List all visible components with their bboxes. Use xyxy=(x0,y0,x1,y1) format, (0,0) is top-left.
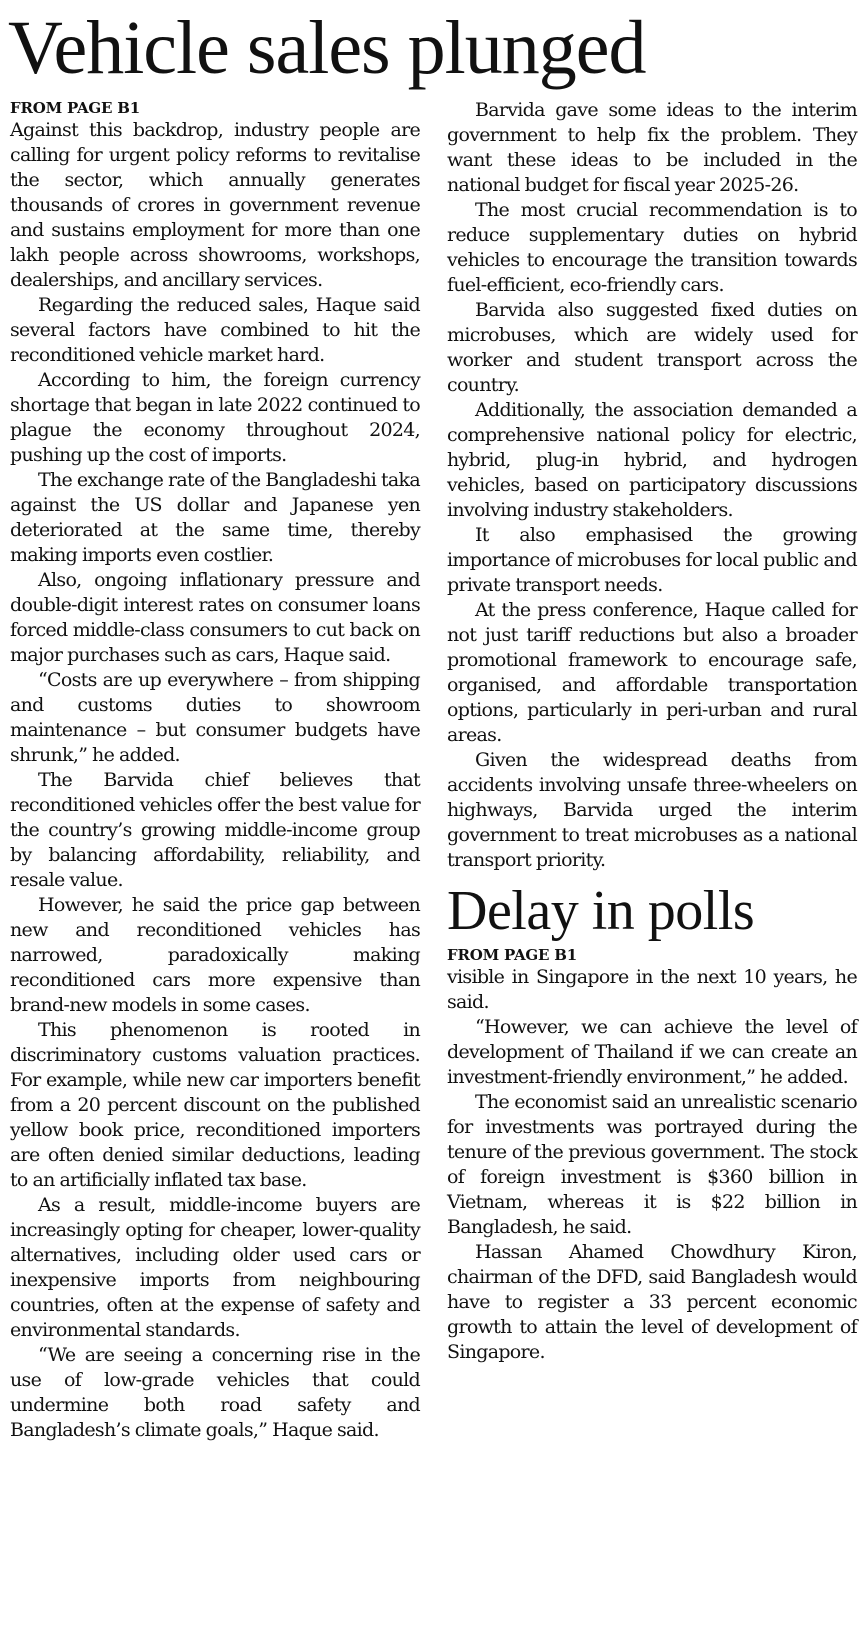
article-paragraph: Also, ongoing inflationary pressure and double-digit interest rates on consumer loans forced middle-class consumers to cut back on major purchases such as cars, Haque said. xyxy=(10,569,420,666)
article-paragraph: Additionally, the association demanded a comprehensive national policy for electric, hybrid, plug-in hybrid, and hydrogen vehicles, based on participatory discussions involving industry stakeholders. xyxy=(447,399,857,521)
article-paragraph: The exchange rate of the Bangladeshi taka against the US dollar and Japanese yen deteriorated at the same time, thereby making imports even costlier. xyxy=(10,469,420,566)
article-paragraph: It also emphasised the growing importance of microbuses for local public and private transport needs. xyxy=(447,524,857,596)
article-paragraph: The economist said an unrealistic scenario for investments was portrayed during the tenure of the previous government. The stock of foreign investment is $360 billion in Vietnam, whereas it is $22 billion in Bangladesh, he said. xyxy=(447,1091,857,1238)
article-paragraph: “However, we can achieve the level of development of Thailand if we can create an investment-friendly environment,” he added. xyxy=(447,1016,857,1088)
article-paragraph: Against this backdrop, industry people are calling for urgent policy reforms to revitalise the sector, which annually generates thousands of crores in government revenue and sustains employment for more than one lakh people across showrooms, workshops, dealerships, and ancillary services. xyxy=(10,119,420,291)
article-paragraph: “We are seeing a concerning rise in the use of low-grade vehicles that could undermine both road safety and Bangladesh’s climate goals,” Haque said. xyxy=(10,1344,420,1441)
article-paragraph: The most crucial recommendation is to reduce supplementary duties on hybrid vehicles to encourage the transition towards fuel-efficient, eco-friendly cars. xyxy=(447,199,857,296)
article-paragraph: Hassan Ahamed Chowdhury Kiron, chairman of the DFD, said Bangladesh would have to register a 33 percent economic growth to attain the level of development of Singapore. xyxy=(447,1241,857,1363)
article-paragraph: “Costs are up everywhere – from shipping and customs duties to showroom maintenance – but consumer budgets have shrunk,” he added. xyxy=(10,669,420,766)
article-paragraph: According to him, the foreign currency shortage that began in late 2022 continued to plague the economy throughout 2024, pushing up the cost of imports. xyxy=(10,369,420,466)
article-paragraph: However, he said the price gap between new and reconditioned vehicles has narrowed, paradoxically making reconditioned cars more expensive than brand-new models in some cases. xyxy=(10,894,420,1016)
article-paragraph: Barvida also suggested fixed duties on microbuses, which are widely used for worker and student transport across the country. xyxy=(447,299,857,396)
article-paragraph: Given the widespread deaths from accidents involving unsafe three-wheelers on highways, Barvida urged the interim government to treat microbuses as a national transport priority. xyxy=(447,749,857,871)
headline-delay-in-polls: Delay in polls xyxy=(447,880,755,942)
jump-label: FROM PAGE B1 xyxy=(10,99,141,117)
article-paragraph: Regarding the reduced sales, Haque said several factors have combined to hit the reconditioned vehicle market hard. xyxy=(10,294,420,366)
article-paragraph: The Barvida chief believes that reconditioned vehicles offer the best value for the country’s growing middle-income group by balancing affordability, reliability, and resale value. xyxy=(10,769,420,891)
headline-vehicle-sales: Vehicle sales plunged xyxy=(8,6,646,90)
article-paragraph: Barvida gave some ideas to the interim government to help fix the problem. They want these ideas to be included in the national budget for fiscal year 2025-26. xyxy=(447,99,857,196)
article-paragraph: This phenomenon is rooted in discriminatory customs valuation practices. For example, while new car importers benefit from a 20 percent discount on the published yellow book price, reconditioned importers are often denied similar deductions, leading to an artificially inflated tax base. xyxy=(10,1019,420,1191)
article-column-right xyxy=(447,98,857,1365)
article-column-left xyxy=(10,98,420,1443)
article-paragraph: At the press conference, Haque called for not just tariff reductions but also a broader promotional framework to encourage safe, organised, and affordable transportation options, particularly in peri-urban and rural areas. xyxy=(447,599,857,746)
article-paragraph: As a result, middle-income buyers are increasingly opting for cheaper, lower-quality alternatives, including older used cars or inexpensive imports from neighbouring countries, often at the expense of safety and environmental standards. xyxy=(10,1194,420,1341)
jump-label: FROM PAGE B1 xyxy=(447,946,578,964)
article-paragraph: visible in Singapore in the next 10 years, he said. xyxy=(447,966,857,1013)
